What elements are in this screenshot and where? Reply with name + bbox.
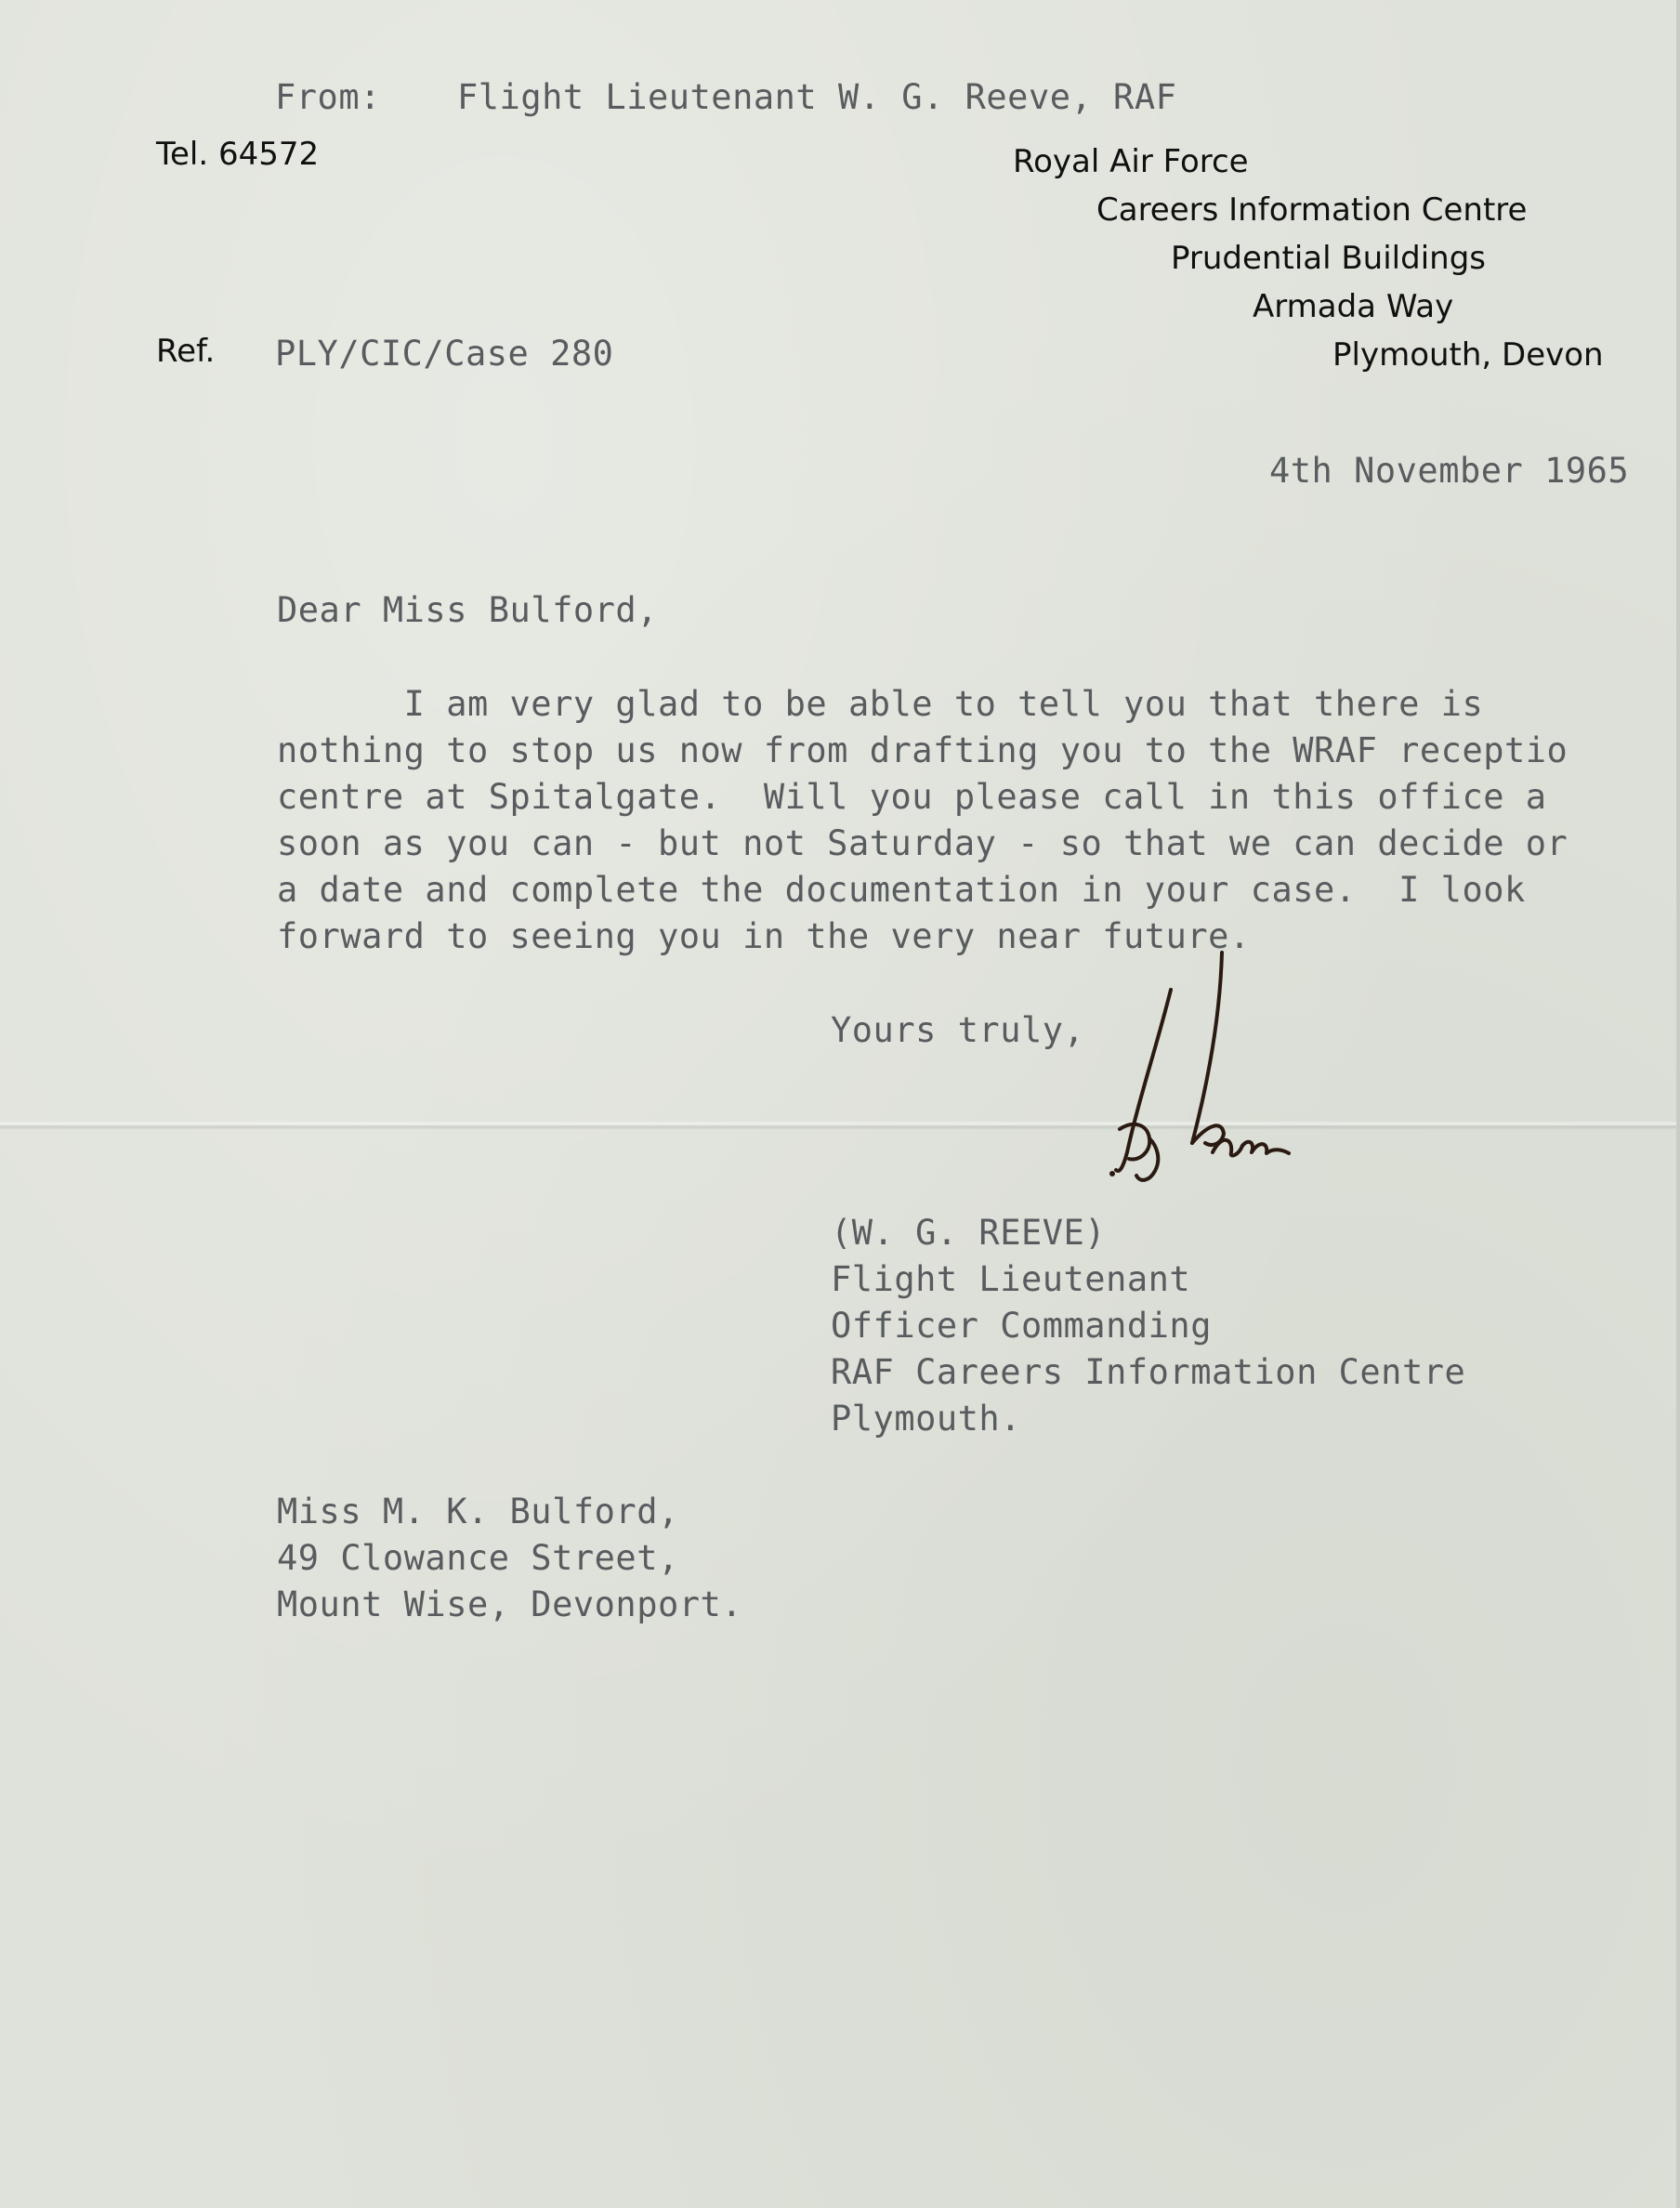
body-line: centre at Spitalgate. Will you please call in this office a <box>277 777 1547 817</box>
address-line-5: Plymouth, Devon <box>1332 336 1604 374</box>
from-label: From: <box>275 77 381 117</box>
signatory-name: (W. G. REEVE) <box>831 1213 1107 1253</box>
signatory-city: Plymouth. <box>831 1399 1021 1439</box>
letter-body <box>277 681 1680 960</box>
body-line: a date and complete the documentation in your case. I look <box>277 870 1526 910</box>
address-line-2: Careers Information Centre <box>1096 191 1528 229</box>
recipient-town: Mount Wise, Devonport. <box>277 1584 743 1624</box>
body-line: soon as you can - but not Saturday - so that we can decide or <box>277 823 1568 863</box>
signatory-rank: Flight Lieutenant <box>831 1259 1191 1299</box>
address-line-1: Royal Air Force <box>1013 143 1249 180</box>
telephone-number: Tel. 64572 <box>156 136 320 173</box>
address-line-3: Prudential Buildings <box>1171 240 1486 277</box>
signatory-position: Officer Commanding <box>831 1306 1212 1346</box>
salutation: Dear Miss Bulford, <box>277 590 658 630</box>
address-line-4: Armada Way <box>1253 288 1454 325</box>
body-line: nothing to stop us now from drafting you to the WRAF receptio <box>277 730 1568 770</box>
recipient-street: 49 Clowance Street, <box>277 1538 679 1578</box>
handwritten-signature <box>1083 943 1306 1222</box>
body-line: I am very glad to be able to tell you that there is <box>277 684 1484 724</box>
from-name: Flight Lieutenant W. G. Reeve, RAF <box>457 77 1177 117</box>
paper-edge <box>1676 0 1680 2208</box>
reference-number: PLY/CIC/Case 280 <box>275 334 614 374</box>
recipient-name: Miss M. K. Bulford, <box>277 1492 679 1531</box>
signatory-office: RAF Careers Information Centre <box>831 1352 1466 1392</box>
body-line: forward to seeing you in the very near future. <box>277 916 1251 956</box>
reference-label: Ref. <box>156 333 216 370</box>
closing: Yours truly, <box>831 1010 1085 1050</box>
letter-date: 4th November 1965 <box>1269 451 1630 491</box>
paper-fold-line <box>0 1121 1680 1130</box>
